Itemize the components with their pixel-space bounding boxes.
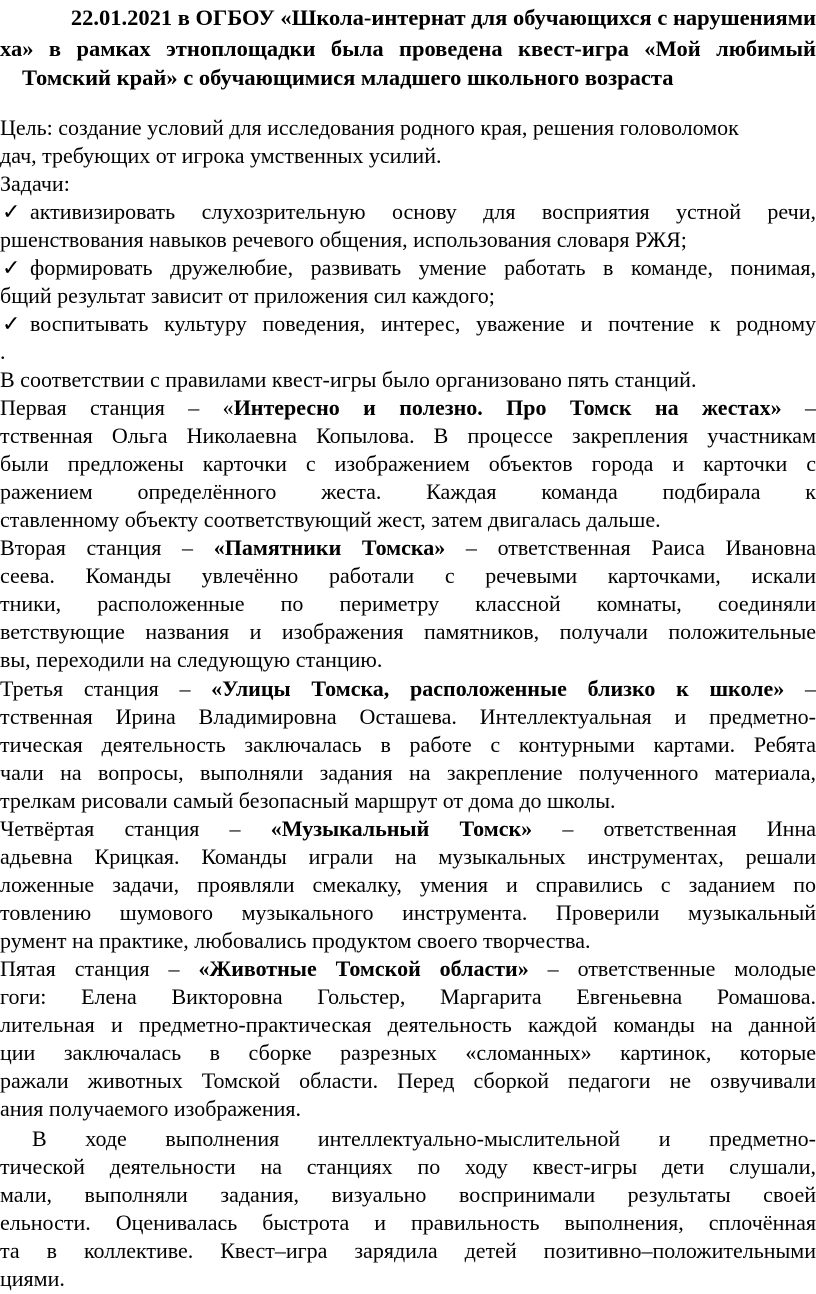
station-heading: [0, 815, 816, 843]
task-text: активизировать слухозрительную основу для восприятия устной речи,: [30, 199, 816, 224]
station-heading: [0, 675, 816, 703]
text-line: тственная Ольга Николаевна Копылова. В процессе закрепления участникам: [0, 423, 816, 448]
task-item: [2, 198, 816, 226]
text-line: румент на практике, любовались продуктом своего творчества.: [0, 928, 591, 953]
text-line: циями.: [0, 1266, 65, 1291]
text-line: тники, расположенные по периметру классной комнаты, соединяли: [0, 591, 816, 616]
task-text: воспитывать культуру поведения, интерес, уважение и почтение к родному: [30, 311, 816, 336]
text-run: –: [784, 676, 816, 701]
station-name: «Музыкальный Томск»: [270, 816, 533, 841]
station-name: «Улицы Томска, расположенные близко к школе»: [211, 676, 785, 701]
text-run: Вторая станция –: [0, 535, 214, 560]
text-line: лительная и предметно-практическая деятельность каждой команды на данной: [0, 1012, 816, 1037]
text-line: ветствующие названия и изображения памятников, получали положительные: [0, 619, 816, 644]
text-run: – ответственная Раиса Ивановна: [445, 535, 816, 560]
text-line: сеева. Команды увлечённо работали с речевыми карточками, искали: [0, 563, 816, 588]
check-icon: ✓: [2, 311, 21, 336]
text-line: вы, переходили на следующую станцию.: [0, 647, 383, 672]
text-line: трелкам рисовали самый безопасный маршрут от дома до школы.: [0, 788, 616, 813]
text-line: ложенные задачи, проявляли смекалку, умения и справились с заданием по: [0, 872, 816, 897]
text-line: чали на вопросы, выполняли задания на закрепление полученного материала,: [0, 760, 816, 785]
text-line: мали, выполняли задания, визуально воспринимали результаты своей: [0, 1182, 816, 1207]
station-heading: [0, 534, 816, 562]
task-text: формировать дружелюбие, развивать умение работать в команде, понимая,: [30, 255, 816, 280]
intro-line: В соответствии с правилами квест-игры было организовано пять станций.: [0, 367, 697, 392]
check-icon: ✓: [2, 255, 21, 280]
text-line: тственная Ирина Владимировна Осташева. Интеллектуальная и предметно-: [0, 704, 816, 729]
station-heading: [0, 394, 816, 422]
text-run: –: [781, 395, 816, 420]
check-icon: ✓: [2, 199, 21, 224]
text-line: ражением определённого жеста. Каждая команда подбирала к: [0, 479, 816, 504]
text-line: Цель: создание условий для исследования родного края, решения головоломок: [0, 115, 739, 140]
text-line: товлению шумового музыкального инструмента. Проверили музыкальный: [0, 900, 816, 925]
text-line: .: [0, 339, 6, 364]
text-run: Первая станция – «: [0, 395, 234, 420]
text-line: ания получаемого изображения.: [0, 1096, 302, 1121]
text-line: были предложены карточки с изображением объектов города и карточки с: [0, 451, 816, 476]
text-line: тической деятельности на станциях по ходу квест-игры дети слушали,: [0, 1154, 816, 1179]
tasks-label: Задачи:: [0, 171, 70, 196]
text-run: Третья станция –: [0, 676, 212, 701]
text-line: ставленному объекту соответствующий жест, затем двигалась дальше.: [0, 507, 661, 532]
text-line: ции заключалась в сборке разрезных «сломанных» картинок, которые: [0, 1040, 816, 1065]
station-name: Интересно и полезно. Про Томск на жестах»: [233, 395, 782, 420]
text-run: Четвёртая станция –: [0, 816, 271, 841]
text-line: дач, требующих от игрока умственных усилий.: [0, 143, 442, 168]
text-run: – ответственная Инна: [532, 816, 816, 841]
headline-line: Томский край» с обучающимися младшего школьного возраста: [22, 65, 674, 90]
station-heading: [0, 955, 816, 983]
text-line: та в коллективе. Квест–игра зарядила детей позитивно–положительными: [0, 1238, 816, 1263]
text-line: ршенствования навыков речевого общения, использования словаря РЖЯ;: [0, 227, 687, 252]
station-name: «Животные Томской области»: [198, 956, 529, 981]
text-line: ельности. Оценивалась быстрота и правильность выполнения, сплочённая: [0, 1210, 816, 1235]
headline-line: ха» в рамках этноплощадки была проведена квест-игра «Мой любимый: [0, 36, 816, 61]
task-item: [2, 254, 816, 282]
text-line: ражали животных Томской области. Перед сборкой педагоги не озвучивали: [0, 1068, 816, 1093]
task-item: [2, 310, 816, 338]
text-line: гоги: Елена Викторовна Гольстер, Маргарита Евгеньевна Ромашова.: [0, 984, 816, 1009]
text-line: тическая деятельность заключалась в работе с контурными картами. Ребята: [0, 732, 816, 757]
text-run: – ответственные молодые: [528, 956, 816, 981]
text-run: Пятая станция –: [0, 956, 199, 981]
text-line: В ходе выполнения интеллектуально-мыслительной и предметно-: [32, 1126, 816, 1151]
headline-line: 22.01.2021 в ОГБОУ «Школа-интернат для обучающихся с нарушениями: [70, 5, 816, 30]
text-line: адьевна Крицкая. Команды играли на музыкальных инструментах, решали: [0, 844, 816, 869]
station-name: «Памятники Томска»: [213, 535, 446, 560]
text-line: бщий результат зависит от приложения сил каждого;: [0, 283, 495, 308]
